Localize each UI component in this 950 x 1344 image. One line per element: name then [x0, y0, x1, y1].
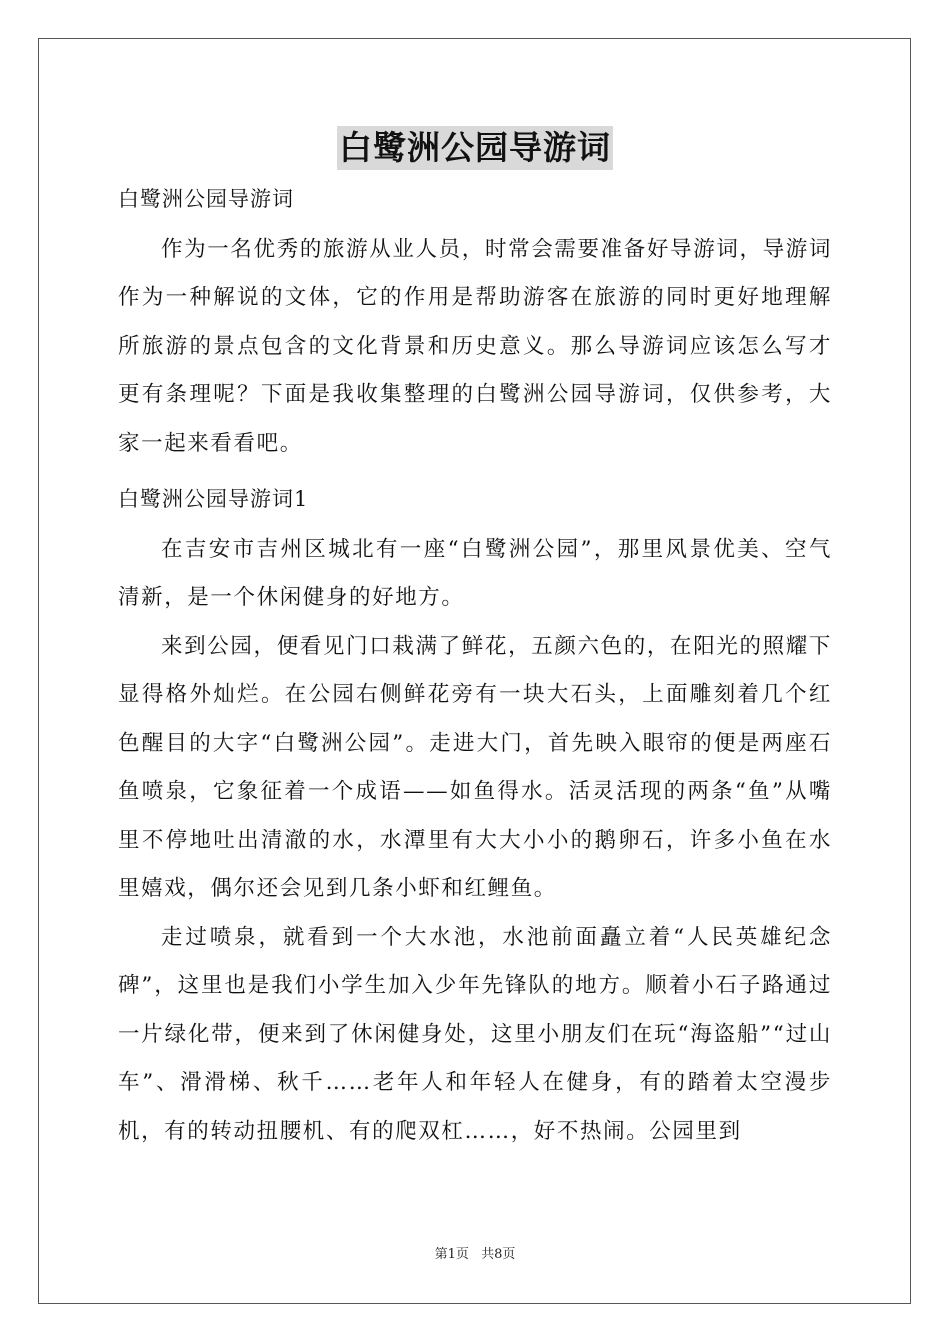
- subheading-main: 白鹭洲公园导游词: [118, 187, 294, 211]
- title-container: [118, 126, 832, 170]
- body-paragraph-1: 在吉安市吉州区城北有一座“白鹭洲公园”，那里风景优美、空气清新，是一个休闲健身的好地方。: [118, 537, 832, 611]
- intro-paragraph: 作为一名优秀的旅游从业人员，时常会需要准备好导游词，导游词作为一种解说的文体，它的作用是帮助游客在旅游的同时更好地理解所旅游的景点包含的文化背景和历史意义。那么导游词应该怎么写才更有条理呢？下面是我收集整理的白鹭洲公园导游词，仅供参考，大家一起来看看吧。: [118, 237, 832, 456]
- body-paragraph-2: 来到公园，便看见门口栽满了鲜花，五颜六色的，在阳光的照耀下显得格外灿烂。在公园右侧鲜花旁有一块大石头，上面雕刻着几个红色醒目的大字“白鹭洲公园”。走进大门，首先映入眼帘的便是两座石鱼喷泉，它象征着一个成语——如鱼得水。活灵活现的两条“鱼”从嘴里不停地吐出清澈的水，水潭里有大大小小的鹅卵石，许多小鱼在水里嬉戏，偶尔还会见到几条小虾和红鲤鱼。: [118, 634, 832, 902]
- body-paragraph-3: 走过喷泉，就看到一个大水池，水池前面矗立着“人民英雄纪念碑”，这里也是我们小学生加入少年先锋队的地方。顺着小石子路通过一片绿化带，便来到了休闲健身处，这里小朋友们在玩“海盗船”“过山车”、滑滑梯、秋千……老年人和年轻人在健身，有的踏着太空漫步机，有的转动扭腰机、有的爬双杠……，好不热闹。公园里到: [118, 925, 832, 1144]
- subheading-section-1: 白鹭洲公园导游词1: [118, 487, 309, 511]
- page-number: 第1页: [434, 1247, 469, 1262]
- page-footer: [0, 1243, 950, 1262]
- page-total: 共8页: [481, 1247, 516, 1262]
- document-title: 白鹭洲公园导游词: [337, 126, 613, 170]
